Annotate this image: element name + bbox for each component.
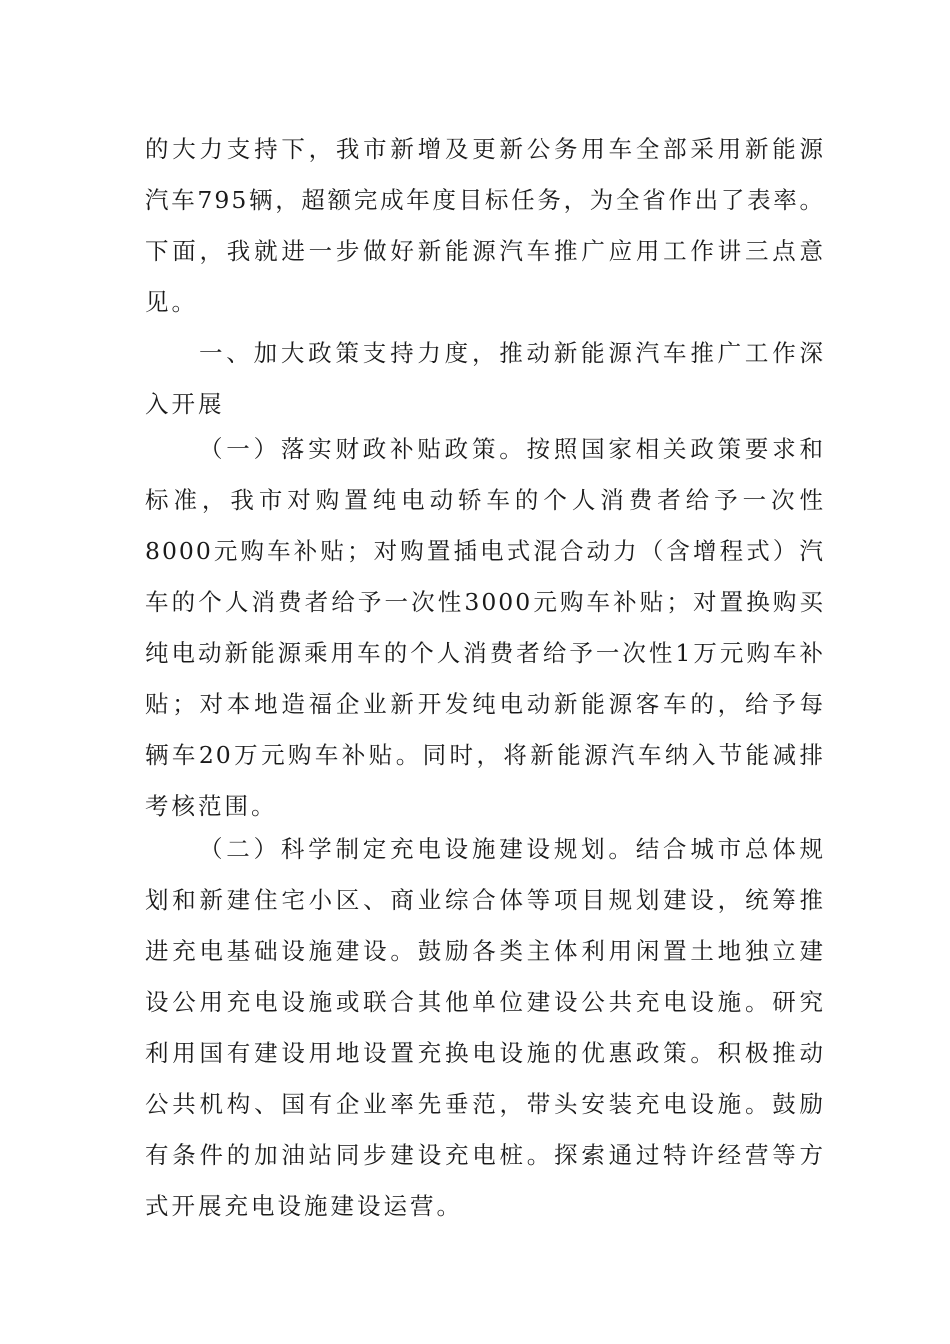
section-heading [145, 328, 825, 430]
text-line: （一）落实财政补贴政策。按照国家相关政策要求和 [199, 435, 825, 463]
text-line: 标准，我市对购置纯电动轿车的个人消费者给予一次性 [145, 486, 825, 514]
text-line: 划和新建住宅小区、商业综合体等项目规划建设，统筹推 [145, 886, 825, 914]
paragraph-intro [145, 124, 825, 328]
text-line: 的大力支持下，我市新增及更新公务用车全部采用新能源 [145, 135, 825, 163]
text-line: 进充电基础设施建设。鼓励各类主体利用闲置土地独立建 [145, 937, 825, 965]
text-line: 见。 [145, 288, 198, 316]
text-line: 车的个人消费者给予一次性3000元购车补贴；对置换购买 [145, 588, 825, 616]
text-line: 利用国有建设用地设置充换电设施的优惠政策。积极推动 [145, 1039, 825, 1067]
text-line: 式开展充电设施建设运营。 [145, 1192, 463, 1220]
text-line: 设公用充电设施或联合其他单位建设公共充电设施。研究 [145, 988, 825, 1016]
text-line: 一、加大政策支持力度，推动新能源汽车推广工作深 [199, 339, 825, 367]
text-line: 纯电动新能源乘用车的个人消费者给予一次性1万元购车补 [145, 639, 825, 667]
paragraph-charging-plan [145, 824, 825, 1232]
text-line: 辆车20万元购车补贴。同时，将新能源汽车纳入节能减排 [145, 741, 825, 769]
text-line: 8000元购车补贴；对购置插电式混合动力（含增程式）汽 [145, 537, 825, 565]
text-line: 汽车795辆，超额完成年度目标任务，为全省作出了表率。 [145, 186, 825, 214]
text-line: （二）科学制定充电设施建设规划。结合城市总体规 [199, 835, 825, 863]
paragraph-subsidy-policy [145, 424, 825, 832]
text-line: 有条件的加油站同步建设充电桩。探索通过特许经营等方 [145, 1141, 825, 1169]
text-line: 下面，我就进一步做好新能源汽车推广应用工作讲三点意 [145, 237, 825, 265]
text-line: 入开展 [145, 390, 225, 418]
text-line: 公共机构、国有企业率先垂范，带头安装充电设施。鼓励 [145, 1090, 825, 1118]
text-line: 贴；对本地造福企业新开发纯电动新能源客车的，给予每 [145, 690, 825, 718]
text-line: 考核范围。 [145, 792, 278, 820]
